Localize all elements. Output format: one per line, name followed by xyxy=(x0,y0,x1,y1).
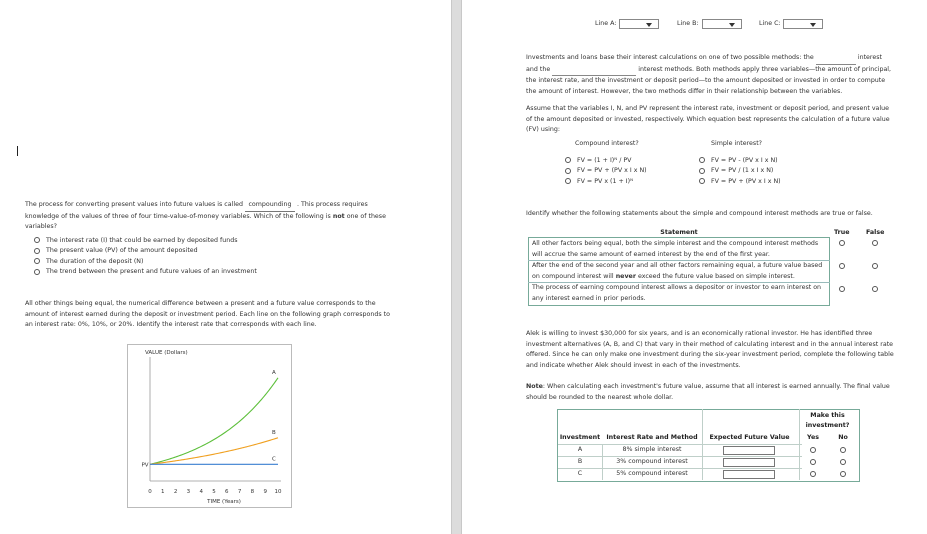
q1-option-3[interactable] xyxy=(34,256,257,267)
radio-button[interactable] xyxy=(699,157,705,163)
b-no-radio[interactable] xyxy=(840,459,846,465)
x-tick-label: 1 xyxy=(161,489,165,495)
series-label-b: B xyxy=(272,429,276,436)
col-divider xyxy=(702,409,703,480)
row3-false-radio[interactable] xyxy=(872,286,878,292)
row1-true-radio[interactable] xyxy=(839,240,845,246)
note-label: Note xyxy=(526,383,543,390)
statement-row-3: The process of earning compound interest allows a depositor or investor to earn interest on any interest earned in prior periods. xyxy=(532,284,822,302)
option-label: The interest rate (I) that could be earned by deposited funds xyxy=(46,236,238,244)
simple-option-2[interactable] xyxy=(699,166,781,177)
yes-header: Yes xyxy=(806,434,819,441)
q1-option-1[interactable] xyxy=(34,235,257,246)
y-axis-label: VALUE (Dollars) xyxy=(145,350,188,356)
q1-text-before: The process for converting present values into future values is called xyxy=(25,201,243,208)
x-tick-label: 7 xyxy=(237,489,242,495)
simple-options xyxy=(699,155,781,187)
statement-row-2 xyxy=(532,261,828,282)
row2-false-radio[interactable] xyxy=(872,263,878,269)
line-c-dropdown[interactable] xyxy=(783,19,823,29)
option-label: FV = PV x (1 + I)ᴺ xyxy=(577,177,634,185)
radio-button[interactable] xyxy=(34,248,40,254)
radio-button[interactable] xyxy=(34,269,40,275)
statement-emphasis: never xyxy=(615,272,636,280)
row-divider xyxy=(558,456,802,457)
q3-blank-1[interactable] xyxy=(816,53,856,65)
row-divider xyxy=(558,444,802,445)
option-label: FV = (1 + I)ᴺ / PV xyxy=(577,156,632,164)
compound-option-2[interactable] xyxy=(565,166,647,177)
row2-true-radio[interactable] xyxy=(839,263,845,269)
q1-prompt xyxy=(25,200,390,233)
line-a-label: Line A: xyxy=(595,20,617,27)
radio-button[interactable] xyxy=(699,168,705,174)
rate-c: 5% compound interest xyxy=(616,470,688,477)
line-b-label: Line B: xyxy=(677,20,699,27)
note-text: : When calculating each investment's future value, assume that all interest is earned annually. The final value should be rounded to the nearest whole dollar. xyxy=(526,383,890,401)
fv-input-a[interactable] xyxy=(723,446,775,455)
pane-divider[interactable] xyxy=(451,0,462,534)
col-divider xyxy=(799,409,800,480)
x-tick-label: 5 xyxy=(212,489,216,495)
series-line-b xyxy=(150,438,278,465)
true-header: True xyxy=(834,229,850,236)
q3-paragraph-1 xyxy=(526,53,892,97)
option-label: The present value (PV) of the amount deposited xyxy=(46,247,198,255)
simple-option-3[interactable] xyxy=(699,176,781,187)
compound-option-3[interactable] xyxy=(565,176,647,187)
x-axis-label: TIME (Years) xyxy=(207,499,241,505)
q1-emphasis: not xyxy=(332,212,345,220)
q1-text-end: one of these variables? xyxy=(25,212,386,230)
x-tick-label: 6 xyxy=(225,489,229,495)
make-investment-header: Make this investment? xyxy=(805,412,850,429)
line-b-dropdown[interactable] xyxy=(702,19,742,29)
statement-row-1: All other factors being equal, both the simple interest and the compound interest methods will accrue the same amount of earned interest by the end of the first year. xyxy=(532,240,819,258)
x-tick-label: 10 xyxy=(274,489,282,495)
investment-a: A xyxy=(577,446,583,453)
x-tick-label: 0 xyxy=(148,489,152,495)
compound-heading: Compound interest? xyxy=(575,140,639,147)
option-label: FV = PV + (PV x I x N) xyxy=(711,177,781,185)
simple-heading: Simple interest? xyxy=(711,140,763,147)
option-label: FV = PV - (PV x I x N) xyxy=(711,156,778,164)
rate-b: 3% compound interest xyxy=(616,458,688,465)
q3-text: interest methods. Both methods apply three variables—the amount of principal, the interest rate, and the investment or deposit period—to the amount deposited or invested in order to compute the amount of interest. However, the two methods differ in their relationship between the variables. xyxy=(526,65,892,95)
x-tick-label: 8 xyxy=(250,489,255,495)
line-c-label: Line C: xyxy=(759,20,781,27)
q3-blank-2[interactable] xyxy=(552,65,636,77)
fv-header: Expected Future Value xyxy=(709,434,790,441)
radio-button[interactable] xyxy=(565,157,571,163)
c-no-radio[interactable] xyxy=(840,471,846,477)
investment-header: Investment xyxy=(559,434,601,441)
chevron-down-icon xyxy=(646,23,652,27)
fv-input-c[interactable] xyxy=(723,470,775,479)
statement-header: Statement xyxy=(660,229,698,236)
radio-button[interactable] xyxy=(565,168,571,174)
q1-text-after: . This process requires knowledge of the values of three of four time-value-of-money variables. Which of the following is xyxy=(25,201,368,220)
option-label: FV = PV + (PV x I x N) xyxy=(577,167,647,175)
series-line-a xyxy=(150,378,278,465)
series-label-a: A xyxy=(272,369,276,376)
q3-text: Investments and loans base their interest calculations on one of two possible methods: the xyxy=(526,54,814,61)
row3-true-radio[interactable] xyxy=(839,286,845,292)
statement-text: After the end of the second year and all other factors remaining equal, a future value based on compound interest will xyxy=(532,262,823,280)
a-no-radio[interactable] xyxy=(840,447,846,453)
x-tick-label: 2 xyxy=(173,489,178,495)
option-label: The trend between the present and future values of an investment xyxy=(46,268,257,276)
option-label: The duration of the deposit (N) xyxy=(46,257,144,265)
pv-label: PV xyxy=(141,462,149,469)
option-label: FV = PV / (1 x I x N) xyxy=(711,167,774,175)
row1-false-radio[interactable] xyxy=(872,240,878,246)
q5-paragraph: Alek is willing to invest $30,000 for six years, and is an economically rational investor. He has identified three investment alternatives (A, B, and C) that vary in their method of calculating interest and in the annual interest rate offered. Since he can only make one investment during the six-year investment period, complete the following table and indicate whether Alek should invest in each of the investments. xyxy=(526,330,894,369)
radio-button[interactable] xyxy=(34,237,40,243)
investment-c: C xyxy=(577,470,583,477)
compound-option-1[interactable] xyxy=(565,155,647,166)
x-tick-label: 3 xyxy=(186,489,191,495)
line-a-dropdown[interactable] xyxy=(619,19,659,29)
rate-a: 8% simple interest xyxy=(622,446,682,453)
chevron-down-icon xyxy=(729,23,735,27)
a-yes-radio[interactable] xyxy=(810,447,816,453)
q5-note xyxy=(526,382,894,403)
q3-text: the xyxy=(539,65,551,73)
simple-option-1[interactable] xyxy=(699,155,781,166)
compound-options xyxy=(565,155,647,187)
false-header: False xyxy=(866,229,885,236)
q1-options xyxy=(34,235,257,277)
c-yes-radio[interactable] xyxy=(810,471,816,477)
q3-paragraph-2: Assume that the variables I, N, and PV represent the interest rate, investment or deposit period, and present value of the amount deposited or invested, respectively. Which equation best represents the calculation of a future value (FV) using: xyxy=(526,105,890,133)
radio-button[interactable] xyxy=(699,178,705,184)
statement-text: exceed the future value based on simple interest. xyxy=(637,272,795,280)
q4-prompt: Identify whether the following statements about the simple and compound interest methods are true or false. xyxy=(526,210,873,217)
q1-answer-dropdown[interactable]: compounding xyxy=(245,200,295,212)
x-tick-label: 4 xyxy=(199,489,203,495)
series-label-c: C xyxy=(272,456,276,463)
x-tick-label: 9 xyxy=(263,489,267,495)
no-header: No xyxy=(838,434,848,441)
q1-option-4[interactable] xyxy=(34,267,257,278)
fv-input-b[interactable] xyxy=(723,458,775,467)
chart-svg xyxy=(128,345,291,507)
interest-rate-chart xyxy=(127,344,292,508)
chevron-down-icon xyxy=(810,23,816,27)
radio-button[interactable] xyxy=(34,258,40,264)
q2-prompt: All other things being equal, the numerical difference between a present and a future value corresponds to the amount of interest earned during the deposit or investment period. Each line on the following graph corresponds to an interest rate: 0%, 10%, or 20%. Identify the interest rate that corresponds with each line. xyxy=(25,300,390,328)
q1-option-2[interactable] xyxy=(34,246,257,257)
investment-b: B xyxy=(577,458,583,465)
radio-button[interactable] xyxy=(565,178,571,184)
rate-header: Interest Rate and Method xyxy=(606,434,698,441)
q3-text: interest and xyxy=(526,54,882,73)
row-divider xyxy=(558,468,802,469)
b-yes-radio[interactable] xyxy=(810,459,816,465)
text-cursor xyxy=(17,146,18,156)
